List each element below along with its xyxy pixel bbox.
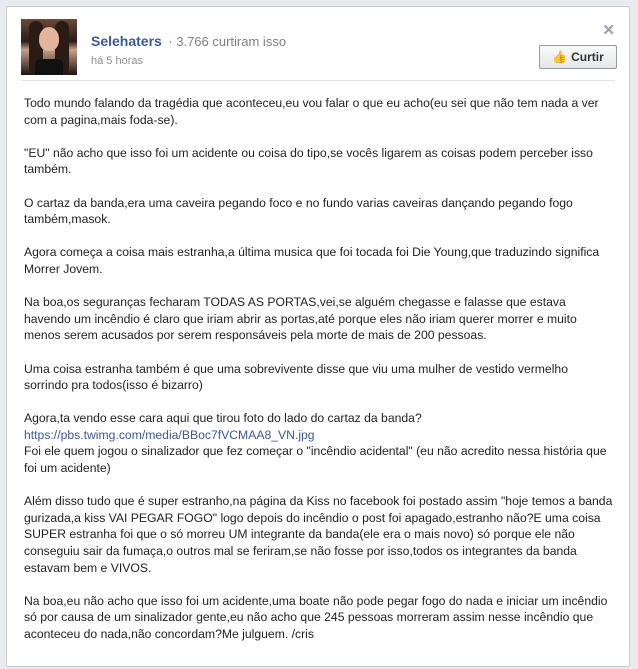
header-divider	[21, 80, 615, 81]
thumbs-up-icon: 👍	[552, 50, 568, 64]
post-card	[6, 6, 630, 667]
post-header	[21, 19, 617, 79]
post-paragraph-2: "EU" não acho que isso foi um acidente ou coisa do tipo,se vocês ligarem as coisas podem perceber isso também.	[24, 145, 593, 177]
post-body	[24, 95, 614, 659]
post-paragraph-5: Na boa,os seguranças fecharam TODAS AS PORTAS,vei,se alguém chegasse e falasse que estava havendo um incêndio é claro que iriam abrir as portas,até porque eles não iriam querer morrer e muito menos serem acusados por serem responsáveis pela morte de mais de 200 pessoas.	[24, 295, 577, 343]
post-paragraph-3: O cartaz da banda,era uma caveira pegando foco e no fundo varias caveiras dançando pegando fogo também,masok.	[24, 195, 573, 227]
like-button[interactable]	[539, 45, 617, 69]
post-paragraph-4: Agora começa a coisa mais estranha,a última musica que foi tocada foi Die Young,que traduzindo significa Morrer Jovem.	[24, 245, 600, 276]
like-button-label: Curtir	[571, 50, 604, 64]
page-name-link[interactable]: Selehaters	[91, 33, 162, 49]
post-paragraph-7a: Agora,ta vendo esse cara aqui que tirou foto do lado do cartaz da banda?	[24, 411, 422, 426]
post-paragraph-7	[24, 410, 614, 476]
post-paragraph-7b: Foi ele quem jogou o sinalizador que fez começar o "incêndio acidental" (eu não acredito nessa história que foi um acidente)	[24, 444, 607, 476]
image-link[interactable]: https://pbs.twimg.com/media/BBoc7fVCMAA8_VN.jpg	[24, 427, 315, 442]
post-paragraph-1: Todo mundo falando da tragédia que aconteceu,eu vou falar o que eu acho(eu sei que não tem nada a ver com a pagina,mais foda-se).	[24, 96, 599, 127]
post-timestamp[interactable]: há 5 horas	[91, 55, 143, 67]
post-meta	[91, 33, 286, 67]
page-avatar[interactable]	[21, 19, 77, 75]
like-count: · 3.766 curtiram isso	[168, 34, 287, 49]
close-icon[interactable]: ✕	[602, 22, 615, 39]
post-paragraph-6: Uma coisa estranha também é que uma sobrevivente disse que viu uma mulher de vestido vermelho sorrindo pra todos(isso é bizarro)	[24, 361, 568, 393]
post-paragraph-8: Além disso tudo que é super estranho,na página da Kiss no facebook foi postado assim "hoje temos a banda gurizada,a kiss VAI PEGAR FOGO" logo depois do incêndio o post foi apagado,estranho não?E uma coisa SUPER estranha foi que o só morreu UM integrante da banda(ele era o mais novo) só porque ele não conseguiu sair da fumaça,o outros mal se feriram,se não fosse por isso,todos os integrantes da banda estavam bem e VIVOS.	[24, 494, 613, 575]
post-paragraph-9: Na boa,eu não acho que isso foi um acidente,uma boate não pode pegar fogo do nada e iniciar um incêndio só por causa de um sinalizador gente,eu não acho que 245 pessoas morreram assim nesse incêndio que aconteceu do nada,não concordam?Me julguem. /cris	[24, 593, 608, 641]
